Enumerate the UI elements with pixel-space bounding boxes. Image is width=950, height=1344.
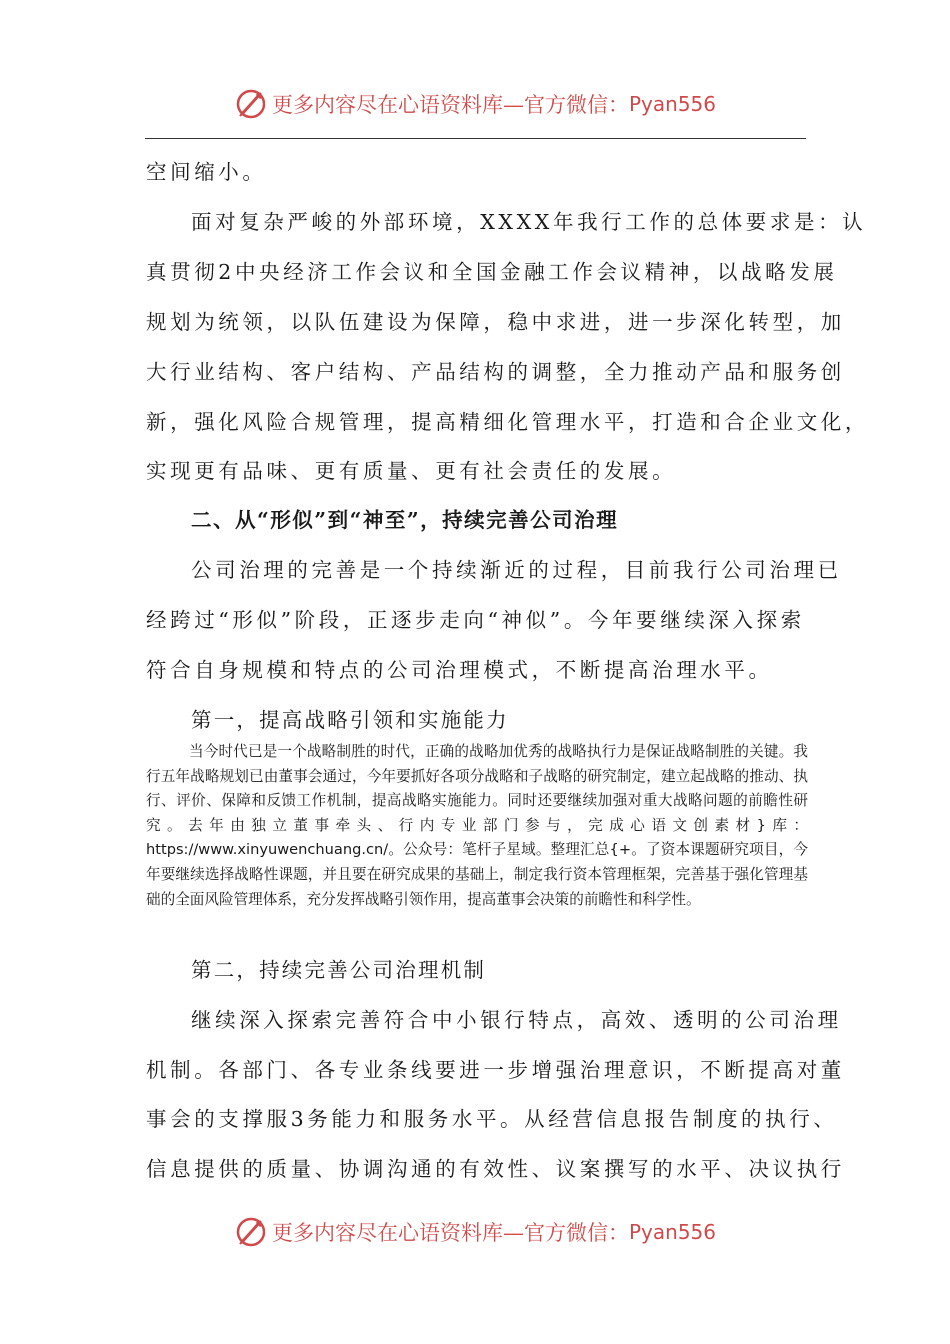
- subheading-1: 第一，提高战略引领和实施能力: [191, 708, 509, 732]
- body-line-7: 实现更有品味、更有质量、更有社会责任的发展。: [146, 459, 677, 483]
- section2-line-2: 经跨过“形似”阶段，正逐步走向“神似”。今年要继续深入探索: [146, 608, 805, 632]
- subheading-2: 第二，持续完善公司治理机制: [191, 958, 487, 982]
- body-line-4: 规划为统领，以队伍建设为保障，稳中求进，进一步深化转型，加: [146, 310, 845, 334]
- body-line-2: 面对复杂严峻的外部环境，XXXX年我行工作的总体要求是：认: [191, 210, 867, 234]
- section-heading-2: 二、从“形似”到“神至”，持续完善公司治理: [191, 508, 619, 532]
- footer-banner-text: 更多内容尽在心语资料库—官方微信：: [271, 1221, 629, 1245]
- header-watermark-banner: [0, 84, 950, 124]
- section3-line-3: 事会的支撑服3务能力和服务水平。从经营信息报告制度的执行、: [146, 1107, 838, 1131]
- body-line-6: 新，强化风险合规管理，提高精细化管理水平，打造和合企业文化，: [146, 410, 869, 434]
- banner-wechat-id: Pyan556: [628, 92, 716, 116]
- section2-line-1: 公司治理的完善是一个持续渐近的过程，目前我行公司治理已: [191, 558, 842, 582]
- section3-line-1: 继续深入探索完善符合中小银行特点，高效、透明的公司治理: [191, 1008, 842, 1032]
- body-line-3: 真贯彻2中央经济工作会议和全国金融工作会议精神，以战略发展: [146, 260, 838, 284]
- header-divider: [145, 138, 806, 139]
- section3-line-4: 信息提供的质量、协调沟通的有效性、议案撰写的水平、决议执行: [146, 1157, 845, 1181]
- body-line-1: 空间缩小。: [146, 160, 267, 184]
- footer-banner-wechat-id: Pyan556: [628, 1220, 716, 1244]
- pen-circle-logo-icon: [234, 1215, 268, 1249]
- body-line-5: 大行业结构、客户结构、产品结构的调整，全力推动产品和服务创: [146, 360, 845, 384]
- section3-line-2: 机制。各部门、各专业条线要进一步增强治理意识，不断提高对董: [146, 1058, 845, 1082]
- small-paragraph-text: 当今时代已是一个战略制胜的时代，正确的战略加优秀的战略执行力是保证战略制胜的关键。我行五年战略规划已由董事会通过，今年要抓好各项分战略和子战略的研究制定，建立起战略的推动、执行、评价、保障和反馈工作机制，提高战略实施能力。同时还要继续加强对重大战略问题的前瞻性研究。去年由独立董事牵头、行内专业部门参与，完成心语文创素材}库：https://www.xinyuwenchuang.cn/。公众号：笔杆子星域。整理汇总{+。了资本课题研究项目，今年要继续选择战略性课题，并且要在研究成果的基础上，制定我行资本管理框架，完善基于强化管理基础的全面风险管理体系，充分发挥战略引领作用，提高董事会决策的前瞻性和科学性。: [146, 743, 808, 908]
- banner-text: 更多内容尽在心语资料库—官方微信：: [271, 93, 629, 117]
- section2-line-3: 符合自身规模和特点的公司治理模式，不断提高治理水平。: [146, 658, 773, 682]
- small-paragraph: [146, 740, 808, 912]
- pen-circle-logo-icon: [234, 87, 268, 121]
- footer-watermark-banner: [0, 1212, 950, 1252]
